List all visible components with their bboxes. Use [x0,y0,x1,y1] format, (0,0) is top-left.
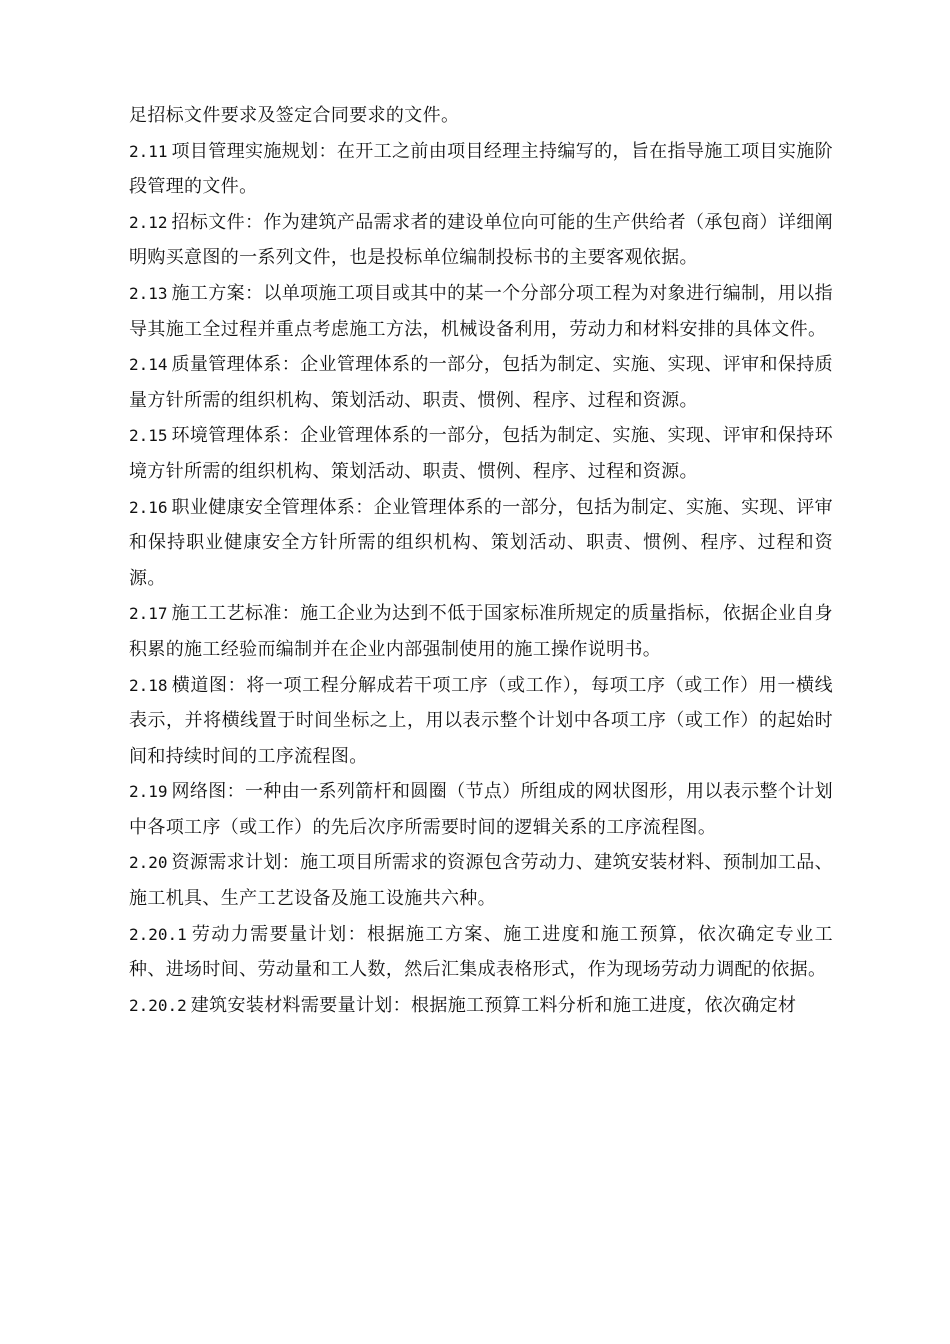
paragraph-text: 足招标文件要求及签定合同要求的文件。 [129,105,460,126]
paragraph-2-16 [129,490,833,597]
paragraph-text: 横道图：将一项工程分解成若干项工序（或工作），每项工序（或工作）用一横线表示，并将横线置于时间坐标之上，用以表示整个计划中各项工序（或工作）的起始时间和持续时间的工序流程图。 [129,674,833,767]
paragraph-text: 项目管理实施规划：在开工之前由项目经理主持编写的，旨在指导施工项目实施阶段管理的文件。 [129,140,833,198]
paragraph-2-13 [129,276,833,347]
section-number: 2.13 [129,283,168,303]
section-number: 2.20 [129,853,168,873]
section-number: 2.16 [129,497,168,517]
section-number: 2.20.1 [129,924,187,944]
section-number: 2.15 [129,426,168,446]
paragraph-text: 资源需求计划：施工项目所需求的资源包含劳动力、建筑安装材料、预制加工品、施工机具、生产工艺设备及施工设施共六种。 [129,852,833,910]
paragraph-2-19 [129,774,833,845]
paragraph-2-14 [129,347,833,418]
paragraph-2-18 [129,668,833,775]
section-number: 2.14 [129,355,168,375]
paragraph-continuation [129,98,833,134]
paragraph-text: 建筑安装材料需要量计划：根据施工预算工料分析和施工进度，依次确定材 [190,994,797,1016]
paragraph-text: 施工方案：以单项施工项目或其中的某一个分部分项工程为对象进行编制，用以指导其施工全过程并重点考虑施工方法，机械设备利用，劳动力和材料安排的具体文件。 [129,282,833,340]
paragraph-text: 环境管理体系：企业管理体系的一部分，包括为制定、实施、实现、评审和保持环境方针所需的组织机构、策划活动、职责、惯例、程序、过程和资源。 [129,425,833,482]
paragraph-text: 劳动力需要量计划：根据施工方案、施工进度和施工预算，依次确定专业工种、进场时间、劳动量和工人数，然后汇集成表格形式，作为现场劳动力调配的依据。 [129,923,833,981]
paragraph-text: 质量管理体系：企业管理体系的一部分，包括为制定、实施、实现、评审和保持质量方针所需的组织机构、策划活动、职责、惯例、程序、过程和资源。 [129,354,833,411]
paragraph-2-15 [129,418,833,489]
paragraph-2-20 [129,845,833,916]
section-number: 2.12 [129,212,168,232]
document-body [129,98,833,1023]
paragraph-text: 网络图：一种由一系列箭杆和圆圈（节点）所组成的网状图形，用以表示整个计划中各项工序（或工作）的先后次序所需要时间的逻辑关系的工序流程图。 [129,781,833,838]
section-number: 2.18 [129,675,168,695]
paragraph-text: 施工工艺标准：施工企业为达到不低于国家标准所规定的质量指标，依据企业自身积累的施工经验而编制并在企业内部强制使用的施工操作说明书。 [129,603,833,660]
paragraph-2-20-2 [129,988,833,1024]
paragraph-2-20-1 [129,917,833,988]
section-number: 2.17 [129,604,168,624]
paragraph-2-17 [129,596,833,667]
paragraph-text: 招标文件：作为建筑产品需求者的建设单位向可能的生产供给者（承包商）详细阐明购买意图的一系列文件，也是投标单位编制投标书的主要客观依据。 [129,211,833,269]
paragraph-2-12 [129,205,833,276]
paragraph-text: 职业健康安全管理体系：企业管理体系的一部分，包括为制定、实施、实现、评审和保持职业健康安全方针所需的组织机构、策划活动、职责、惯例、程序、过程和资源。 [129,496,833,589]
paragraph-2-11 [129,134,833,205]
section-number: 2.19 [129,782,168,802]
section-number: 2.20.2 [129,995,187,1015]
section-number: 2.11 [129,141,168,161]
